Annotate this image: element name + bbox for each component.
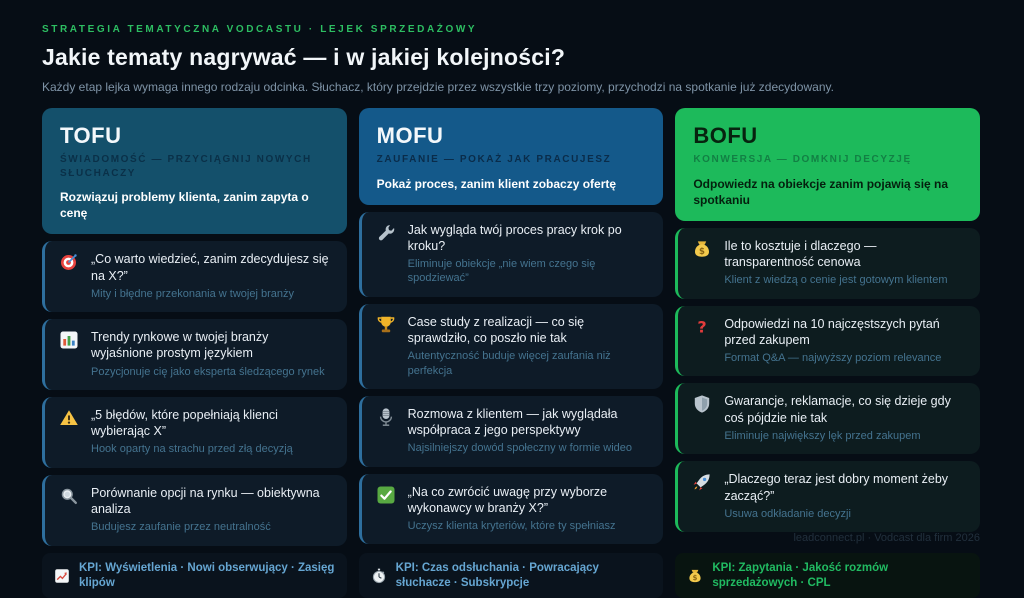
- topic-card: [675, 461, 980, 532]
- target-icon: [59, 252, 79, 272]
- topic-sub: Pozycjonuje cię jako eksperta śledzącego rynek: [91, 365, 325, 378]
- kpi-label: KPI: Wyświetlenia · Nowi obserwujący · Zasięg klipów: [79, 561, 335, 589]
- stage-title: TOFU: [60, 123, 122, 148]
- bofu-column: [675, 108, 980, 598]
- topic-title: Jak wygląda twój proces pracy krok po kroku?: [407, 222, 622, 253]
- page-subtitle: Każdy etap lejka wymaga innego rodzaju odcinka. Słuchacz, który przejdzie przez wszystkie trzy poziomy, przychodzi na spotkanie już zdecydowany.: [42, 80, 834, 94]
- topic-card: [42, 319, 347, 390]
- topic-sub: Mity i błędne przekonania w twojej branży: [91, 287, 294, 300]
- money-bag-icon: [687, 568, 703, 584]
- eyebrow-label: STRATEGIA TEMATYCZNA VODCASTU · LEJEK SPRZEDAŻOWY: [42, 24, 478, 35]
- topic-sub: Najsilniejszy dowód społeczny w formie wideo: [407, 442, 633, 455]
- mofu-header-card: [359, 108, 664, 205]
- topic-sub: Hook oparty na strachu przed złą decyzją: [91, 443, 293, 456]
- tofu-header-card: [42, 108, 347, 234]
- shield-icon: [692, 394, 712, 414]
- kpi-bar: [42, 553, 347, 598]
- topic-title: Odpowiedzi na 10 najczęstszych pytań przed zakupem: [724, 316, 940, 347]
- kpi-label: KPI: Zapytania · Jakość rozmów sprzedażowych · CPL: [712, 561, 889, 589]
- topic-title: Rozmowa z klientem — jak wyglądała współpraca z jego perspektywy: [407, 406, 618, 438]
- page-title: Jakie tematy nagrywać — i w jakiej kolejności?: [42, 44, 566, 70]
- topic-sub: Autentyczność buduje więcej zaufania niż perfekcja: [407, 350, 611, 377]
- rocket-icon: [692, 472, 712, 492]
- mofu-column: [359, 108, 664, 598]
- topic-sub: Klient z wiedzą o cenie jest gotowym klientem: [724, 274, 948, 287]
- stage-headline: Pokaż proces, zanim klient zobaczy ofertę: [376, 176, 617, 191]
- topic-sub: Format Q&A — najwyższy poziom relevance: [724, 352, 942, 365]
- trophy-icon: [376, 315, 396, 335]
- stage-headline: Rozwiązuj problemy klienta, zanim zapyta o cenę: [60, 190, 309, 221]
- stage-title: BOFU: [693, 123, 758, 148]
- topic-card: [675, 306, 980, 377]
- checkbox-icon: [376, 485, 396, 505]
- topic-card: [675, 383, 980, 454]
- topic-sub: Eliminuje największy lęk przed zakupem: [724, 429, 921, 442]
- topic-title: „Na co zwrócić uwagę przy wyborze wykonawcy w branży X?”: [407, 484, 608, 515]
- topic-title: „Dlaczego teraz jest dobry moment żeby zacząć?”: [724, 472, 949, 503]
- microphone-icon: [376, 407, 396, 427]
- money-bag-icon: [692, 239, 712, 259]
- stage-tagline: ZAUFANIE — POKAŻ JAK PRACUJESZ: [376, 154, 612, 165]
- bofu-header-card: [675, 108, 980, 221]
- footer-credit: leadconnect.pl · Vodcast dla firm 2026: [793, 532, 980, 544]
- topic-card: [42, 475, 347, 546]
- tofu-column: [42, 108, 347, 598]
- topic-card: [359, 212, 664, 297]
- bar-chart-icon: [59, 330, 79, 350]
- topic-title: Trendy rynkowe w twojej branży wyjaśnione prostym językiem: [91, 330, 269, 361]
- kpi-bar: [675, 553, 980, 598]
- topic-sub: Eliminuje obiekcje „nie wiem czego się spodziewać”: [407, 258, 596, 285]
- topic-title: Gwarancje, reklamacje, co się dzieje gdy coś pójdzie nie tak: [724, 394, 951, 425]
- topic-title: Case study z realizacji — co się sprawdziło, co poszło nie tak: [407, 314, 585, 346]
- topic-title: „Co warto wiedzieć, zanim zdecydujesz się na X?”: [91, 252, 329, 283]
- topic-card: [42, 397, 347, 468]
- kpi-label: KPI: Czas odsłuchania · Powracający słuchacze · Subskrypcje: [395, 561, 599, 589]
- topic-card: [42, 241, 347, 312]
- topic-sub: Budujesz zaufanie przez neutralność: [91, 521, 271, 534]
- kpi-bar: [359, 553, 664, 598]
- stopwatch-icon: [371, 568, 387, 584]
- wrench-icon: [376, 223, 396, 243]
- topic-title: Ile to kosztuje i dlaczego — transparentność cenowa: [724, 238, 877, 270]
- chart-up-icon: [54, 568, 70, 584]
- topic-sub: Usuwa odkładanie decyzji: [724, 507, 851, 520]
- topic-sub: Uczysz klienta kryteriów, które ty spełniasz: [407, 520, 616, 533]
- stage-title: MOFU: [376, 123, 444, 148]
- warning-icon: [59, 408, 79, 428]
- topic-card: [359, 304, 664, 389]
- topic-card: [359, 474, 664, 545]
- topic-card: [675, 228, 980, 299]
- stage-tagline: ŚWIADOMOŚĆ — PRZYCIĄGNIJ NOWYCH SŁUCHACZY: [60, 154, 312, 179]
- topic-title: Porównanie opcji na rynku — obiektywna analiza: [91, 485, 320, 517]
- stage-tagline: KONWERSJA — DOMKNIJ DECYZJĘ: [693, 154, 912, 165]
- topic-title: „5 błędów, które popełniają klienci wybierając X”: [91, 407, 278, 439]
- question-mark-icon: [692, 317, 712, 337]
- magnifier-icon: [59, 486, 79, 506]
- topic-card: [359, 396, 664, 467]
- stage-headline: Odpowiedz na obiekcje zanim pojawią się na spotkaniu: [693, 176, 949, 207]
